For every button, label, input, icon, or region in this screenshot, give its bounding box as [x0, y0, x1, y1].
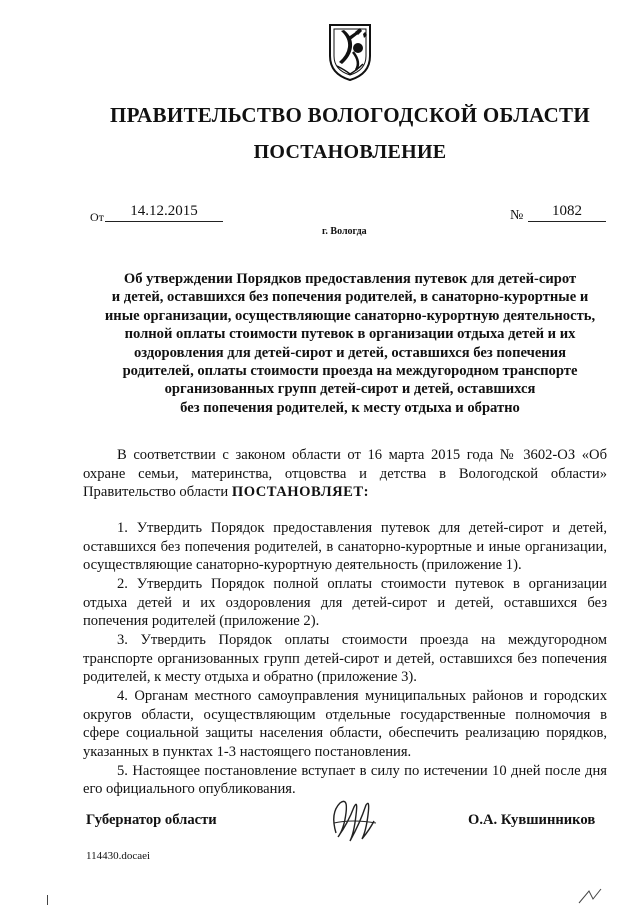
decree-word: ПОСТАНОВЛЯЕТ:	[231, 484, 369, 500]
preamble-text: В соответствии с законом области от 16 марта 2015 года № 3602-ОЗ «Об охране семьи, материнства, отцовства и детства в Вологодской области» Правительство области	[83, 447, 607, 500]
preamble-paragraph	[83, 446, 607, 502]
government-title: ПРАВИТЕЛЬСТВО ВОЛОГОДСКОЙ ОБЛАСТИ	[109, 103, 590, 127]
resolution-items	[83, 519, 607, 799]
resolution-item: 5. Настоящее постановление вступает в силу по истечении 10 дней после дня его официального опубликования.	[83, 762, 607, 797]
subject-line: родителей, оплаты стоимости проезда на междугородном транспорте	[122, 363, 578, 380]
subject-line: организованных групп детей-сирот и детей, оставшихся	[164, 381, 536, 398]
document-type: ПОСТАНОВЛЕНИЕ	[253, 141, 447, 163]
subject-line: иные организации, осуществляющие санаторно-курортную деятельность,	[104, 307, 596, 324]
document-subject	[90, 270, 610, 417]
subject-line: и детей, оставшихся без попечения родителей, в санаторно-курортные и	[111, 289, 589, 306]
subject-line: оздоровления для детей-сирот и детей, оставшихся без попечения	[133, 344, 567, 361]
handwritten-signature-icon	[328, 793, 380, 849]
subject-line: без попечения родителей, к месту отдыха и обратно	[180, 399, 520, 416]
resolution-item: 1. Утвердить Порядок предоставления путевок для детей-сирот и детей, оставшихся без попечения родителей, в санаторно-курортные и иные организации, осуществляющие санаторно-курортную деятельность (приложение 1).	[83, 520, 607, 573]
number-prefix: №	[510, 208, 524, 223]
resolution-item: 2. Утвердить Порядок полной оплаты стоимости путевок в организации отдыха детей и их оздоровления для детей-сирот и детей, оставшихся без попечения родителей (приложение 2).	[83, 576, 607, 629]
resolution-item: 3. Утвердить Порядок оплаты стоимости проезда на междугородном транспорте организованных групп детей-сирот и детей, оставшихся без попечения родителей, к месту отдыха и обратно (приложение 3).	[83, 632, 607, 685]
scan-mark	[575, 885, 615, 905]
signatory-name: О.А. Кувшинников	[468, 812, 596, 828]
signatory-title: Губернатор области	[86, 812, 217, 828]
document-number: 1082	[528, 203, 606, 222]
issue-city: г. Вологда	[322, 226, 367, 237]
vologda-coat-of-arms-icon	[327, 22, 373, 82]
subject-line: Об утверждении Порядков предоставления путевок для детей-сирот	[123, 271, 577, 287]
document-date: 14.12.2015	[105, 203, 223, 222]
scan-mark	[47, 895, 48, 905]
date-prefix: От	[90, 210, 104, 224]
subject-line: полной оплаты стоимости путевок в организации отдыха детей и их	[124, 326, 576, 343]
file-code: 114430.docaei	[86, 850, 151, 862]
resolution-item: 4. Органам местного самоуправления муниципальных районов и городских округов области, осуществляющим отдельные государственные полномочия в сфере социальной защиты населения области, обеспечить реализацию порядков, указанных в пунктах 1-3 настоящего постановления.	[83, 688, 607, 760]
